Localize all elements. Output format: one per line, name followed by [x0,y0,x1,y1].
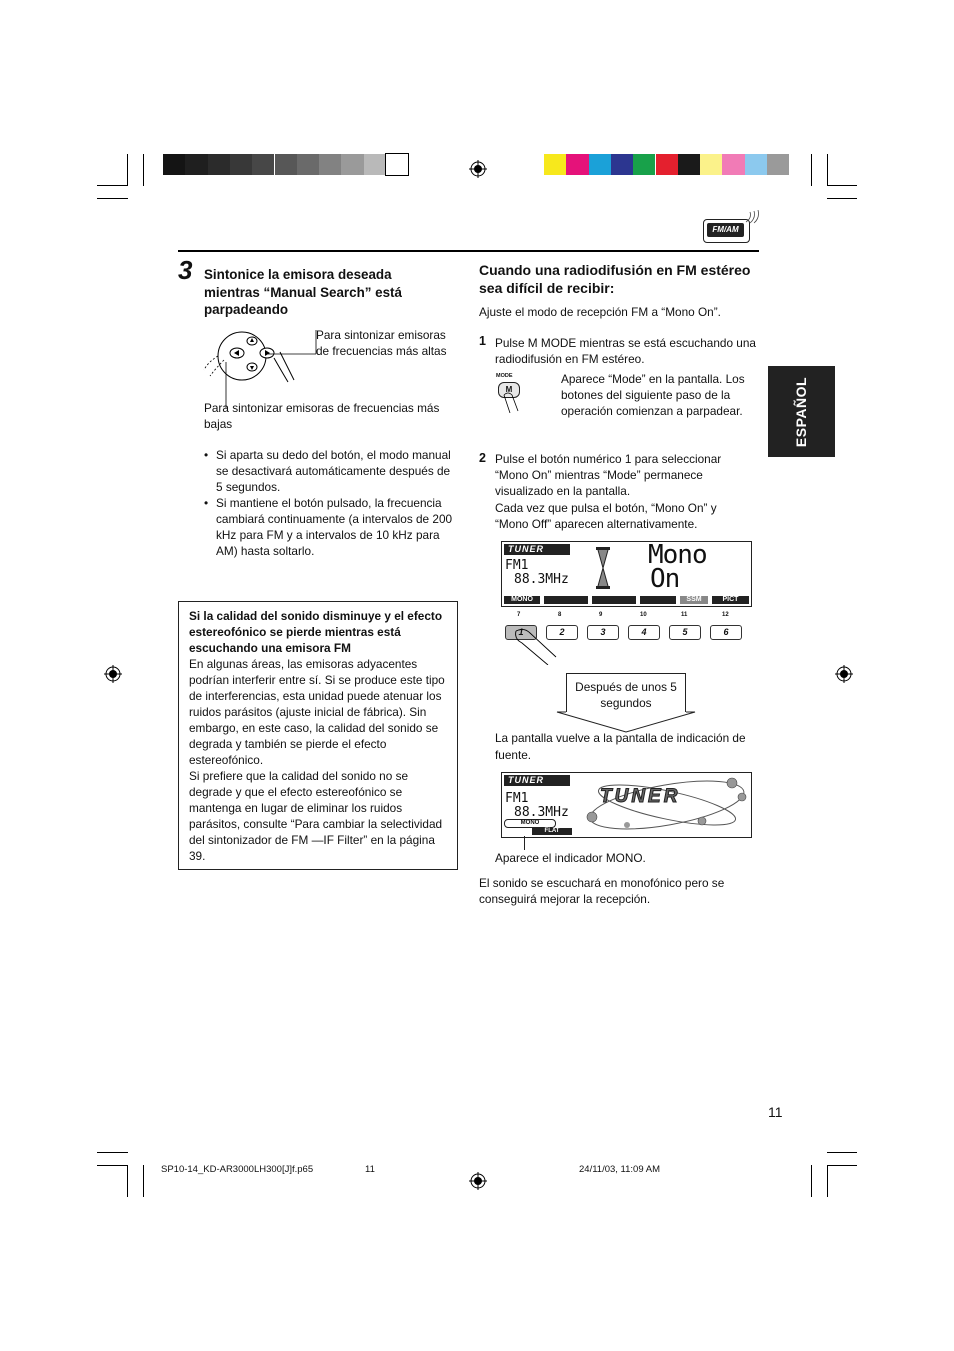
color-swatch [633,154,655,175]
return-text: La pantalla vuelve a la pantalla de indicación de fuente. [495,731,746,762]
color-swatch [341,154,363,175]
note-box-body-2: Si prefiere que la calidad del sonido no se degrade y que el efecto estereofónico se mantenga en lugar de eliminar los ruidos parásitos, consulte “Para cambiar la selectividad del sintonizador de FM —IF Filter” en la página 39. [189,769,443,863]
lcd-tuner-label: TUNER [504,544,570,555]
lcd-seg-blank [592,596,636,604]
color-swatch [185,154,207,175]
lcd-tuner-label: TUNER [504,775,570,786]
note-box-title: Si la calidad del sonido disminuye y el efecto estereofónico se pierde mientras está escuchando una emisora FM [189,609,443,655]
lcd-seg-ssm: SSM [680,596,708,604]
registration-mark-icon [835,665,853,683]
finger-press-icon [512,627,558,665]
mode-button-label: MODE [496,373,513,379]
color-swatch [566,154,588,175]
preset-key-alt-label: 11 [681,612,688,618]
language-tab-label: ESPAÑOL [793,376,809,448]
signal-waves-icon [744,210,762,224]
color-swatch [589,154,611,175]
preset-key-alt-label: 8 [558,612,562,618]
preset-key-alt-label: 9 [599,612,603,618]
footer-date: 24/11/03, 11:09 AM [579,1164,660,1175]
lcd-segment-row [504,596,749,604]
preset-key-alt-label: 7 [517,612,521,618]
color-swatch [230,154,252,175]
step1-number: 1 [479,334,486,348]
note-box-body: En algunas áreas, las emisoras adyacentes podrían interferir entre sí. Si se produce este tipo de interferencias, esta unidad puede atenuar los ruidos parásitos (ajuste inicial de fábrica). Sin embargo, en este caso, la calidad del sonido se degrada y también se pierde el efecto estereofónico. [189,657,445,767]
step2-text: Pulse el botón numérico 1 para seleccionar “Mono On” mientras “Mode” permanece visualizado en la pantalla. [495,452,722,498]
step2-text-2: Cada vez que pulsa el botón, “Mono On” y “Mono Off” aparecen alternativamente. [495,501,717,531]
step2-number: 2 [479,451,486,465]
registration-mark-icon [469,1172,487,1190]
color-swatch [611,154,633,175]
list-item: • Si mantiene el botón pulsado, la frecuencia cambiará continuamente (a intervalos de 200 kHz para FM y a intervalos de 10 kHz para AM) hasta soltarlo. [204,496,453,558]
color-swatch [208,154,230,175]
figure-label-higher: Para sintonizar emisoras de frecuencias más altas [316,328,447,358]
mode-button-figure [494,373,524,413]
hourglass-icon [596,547,610,589]
lcd-mono-indicator: MONO [504,819,556,828]
color-swatch [163,154,185,175]
color-swatch [745,154,767,175]
lcd-display-source [501,772,752,838]
finger-icon [502,391,522,413]
closing-text: El sonido se escuchará en monofónico pero se conseguirá mejorar la recepción. [479,876,725,906]
fm-am-badge-label: FM/AM [707,223,744,237]
lcd-display-mono-on [501,541,752,607]
section-heading: Cuando una radiodifusión en FM estéreo sea difícil de recibir: [479,262,751,296]
step1-text: Pulse M MODE mientras se está escuchando una radiodifusión en FM estéreo. [495,336,756,366]
color-swatch [722,154,744,175]
preset-key-2: 2 [546,625,578,640]
lcd-frequency: 88.3MHz [514,805,569,820]
lcd-big-line-2: On [650,564,680,594]
m-mode-button: M [498,382,520,398]
lcd-band: FM1 [505,791,529,806]
step1-note: Aparece “Mode” en la pantalla. Los botones del siguiente paso de la operación comienzan a parpadear. [561,372,745,418]
footer-file: SP10-14_KD-AR3000LH300[J]f.p65 [161,1164,314,1175]
bullet-list [204,447,459,559]
registration-mark-icon [104,665,122,683]
preset-key-5: 5 [669,625,701,640]
list-item: • Si aparta su dedo del botón, el modo manual se desactivará automáticamente después de 5 segundos. [204,448,451,494]
callout-text: Después de unos 5 segundos [575,680,677,710]
lcd-big-line-1: Mono [648,541,707,570]
lcd-band: FM1 [505,558,529,573]
preset-key-4: 4 [628,625,660,640]
color-swatch [319,154,341,175]
color-swatch [656,154,678,175]
lcd-seg-blank [640,596,676,604]
header-rule [178,250,759,252]
lcd-seg-blank [544,596,588,604]
indicator-pointer-line [524,836,525,850]
registration-mark-icon [469,160,487,178]
color-swatch [297,154,319,175]
color-swatch [386,154,408,175]
lcd-seg-pict: PICT [712,596,749,604]
step-number: 3 [178,255,193,285]
preset-key-alt-label: 10 [640,612,647,618]
preset-key-alt-label: 12 [722,612,729,618]
tune-buttons-figure [198,330,318,410]
preset-key-1: 1 [505,625,537,640]
color-swatch [364,154,386,175]
color-swatch [678,154,700,175]
language-tab [768,366,835,457]
color-swatch [767,154,789,175]
preset-key-6: 6 [710,625,742,640]
lcd-seg-mono: MONO [504,596,540,604]
lcd-logo-text: TUNER [600,786,681,807]
step-title: Sintonice la emisora deseada mientras “Manual Search” está parpadeando [204,267,402,317]
page-number: 11 [768,1104,783,1120]
footer-page: 11 [365,1164,375,1175]
lcd-frequency: 88.3MHz [514,572,569,587]
lcd-flat: FLAT [532,828,572,835]
preset-key-3: 3 [587,625,619,640]
color-swatch [252,154,274,175]
figure-label-lower: Para sintonizar emisoras de frecuencias más bajas [204,401,440,431]
mono-indicator-text: Aparece el indicador MONO. [495,851,646,865]
color-swatch [275,154,297,175]
color-swatch [700,154,722,175]
intro-text: Ajuste el modo de recepción FM a “Mono On”. [479,305,721,319]
note-box [178,601,458,870]
fm-am-badge [703,219,750,243]
color-swatch [544,154,566,175]
